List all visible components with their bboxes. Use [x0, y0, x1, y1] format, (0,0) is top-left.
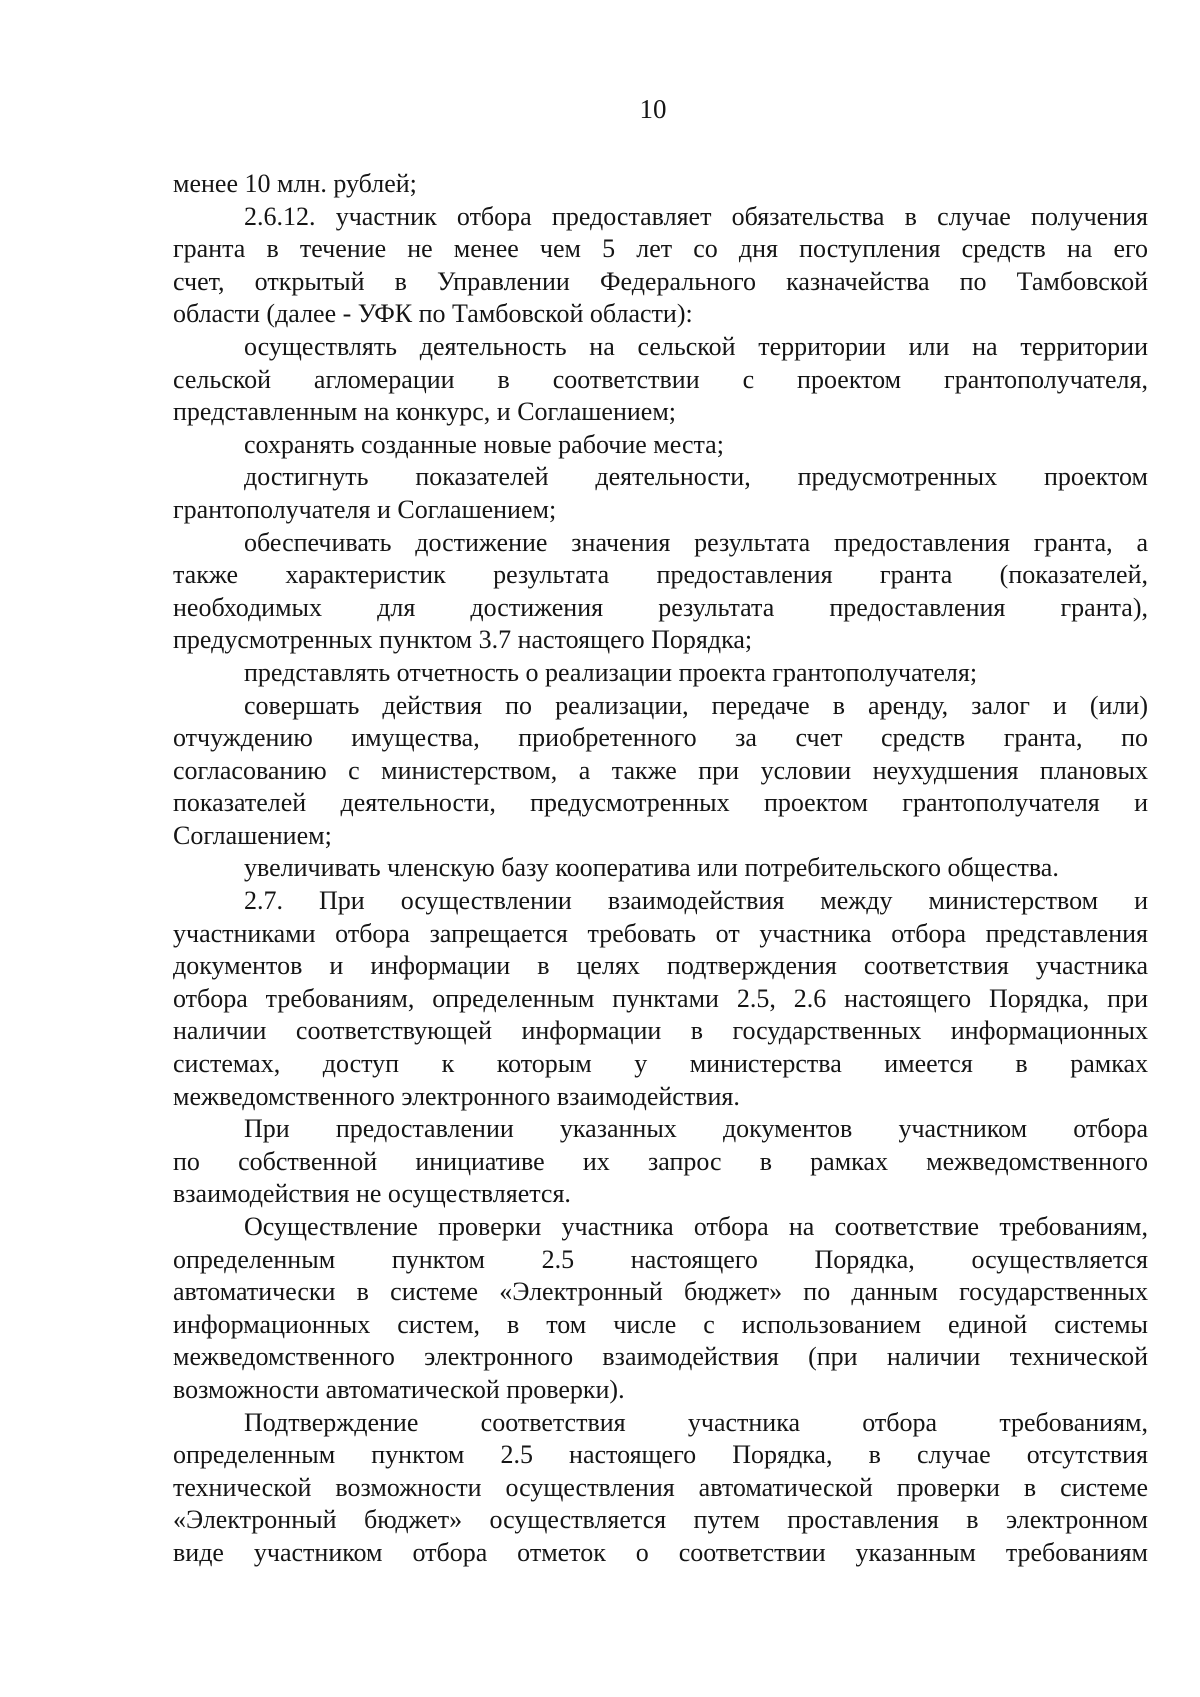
text-line: участниками отбора запрещается требовать от участника отбора представления — [173, 918, 1148, 948]
text-line: определенным пунктом 2.5 настоящего Порядка, осуществляется — [173, 1244, 1148, 1274]
paragraph — [173, 168, 1148, 201]
text-line: совершать действия по реализации, передаче в аренду, залог и (или) — [244, 690, 1148, 720]
text-line: автоматически в системе «Электронный бюджет» по данным государственных — [173, 1277, 1148, 1307]
text-line: отбора требованиям, определенным пунктами 2.5, 2.6 настоящего Порядка, при — [173, 983, 1148, 1013]
paragraph — [173, 1113, 1148, 1211]
text-line: счет, открытый в Управлении Федерального казначейства по Тамбовской — [173, 266, 1148, 296]
paragraph — [173, 852, 1148, 885]
paragraph — [173, 657, 1148, 690]
text-line: увеличивать членскую базу кооператива или потребительского общества. — [244, 853, 1059, 883]
text-line: 2.6.12. участник отбора предоставляет обязательства в случае получения — [244, 201, 1148, 231]
paragraph — [173, 1211, 1148, 1407]
paragraph — [173, 429, 1148, 462]
text-line: по собственной инициативе их запрос в рамках межведомственного — [173, 1146, 1148, 1176]
paragraph — [173, 527, 1148, 657]
text-line: возможности автоматической проверки). — [173, 1374, 625, 1404]
text-line: отчуждению имущества, приобретенного за счет средств гранта, по — [173, 723, 1148, 753]
text-line: предусмотренных пунктом 3.7 настоящего Порядка; — [173, 625, 753, 655]
text-line: При предоставлении указанных документов участником отбора — [244, 1114, 1148, 1144]
text-line: Соглашением; — [173, 820, 332, 850]
text-line: технической возможности осуществления автоматической проверки в системе — [173, 1472, 1148, 1502]
text-line: документов и информации в целях подтверждения соответствия участника — [173, 951, 1148, 981]
text-line: сельской агломерации в соответствии с проектом грантополучателя, — [173, 364, 1148, 394]
text-line: менее 10 млн. рублей; — [173, 169, 417, 198]
text-line: наличии соответствующей информации в государственных информационных — [173, 1016, 1148, 1046]
paragraph — [173, 1407, 1148, 1570]
text-line: Осуществление проверки участника отбора на соответствие требованиям, — [244, 1212, 1148, 1241]
text-line: виде участником отбора отметок о соответствии указанным требованиям — [173, 1537, 1148, 1567]
text-line: согласованию с министерством, а также при условии неухудшения плановых — [173, 755, 1148, 785]
text-line: грантополучателя и Соглашением; — [173, 494, 557, 524]
text-line: достигнуть показателей деятельности, предусмотренных проектом — [244, 462, 1148, 492]
text-line: сохранять созданные новые рабочие места; — [244, 429, 724, 459]
text-line: определенным пунктом 2.5 настоящего Порядка, в случае отсутствия — [173, 1440, 1148, 1470]
paragraph — [173, 331, 1148, 429]
text-line: гранта в течение не менее чем 5 лет со дня поступления средств на его — [173, 234, 1148, 264]
text-line: Подтверждение соответствия участника отбора требованиям, — [244, 1407, 1148, 1437]
text-line: взаимодействия не осуществляется. — [173, 1179, 571, 1209]
text-line: 2.7. При осуществлении взаимодействия между министерством и — [244, 886, 1148, 916]
text-line: показателей деятельности, предусмотренных проектом грантополучателя и — [173, 788, 1148, 818]
text-line: осуществлять деятельность на сельской территории или на территории — [244, 331, 1148, 361]
document-body — [173, 168, 1148, 1570]
paragraph — [173, 690, 1148, 853]
text-line: необходимых для достижения результата предоставления гранта), — [173, 592, 1148, 622]
text-line: информационных систем, в том числе с использованием единой системы — [173, 1309, 1148, 1339]
paragraph — [173, 201, 1148, 331]
text-line: межведомственного электронного взаимодействия (при наличии технической — [173, 1342, 1148, 1372]
text-line: области (далее - УФК по Тамбовской области): — [173, 299, 693, 329]
page-number: 10 — [639, 94, 667, 124]
text-line: представленным на конкурс, и Соглашением; — [173, 397, 677, 427]
text-line: представлять отчетность о реализации проекта грантополучателя; — [244, 657, 978, 687]
text-line: системах, доступ к которым у министерства имеется в рамках — [173, 1049, 1148, 1079]
text-line: обеспечивать достижение значения результата предоставления гранта, а — [244, 527, 1148, 557]
text-line: межведомственного электронного взаимодействия. — [173, 1081, 740, 1111]
paragraph — [173, 885, 1148, 1113]
text-line: «Электронный бюджет» осуществляется путем проставления в электронном — [173, 1505, 1148, 1535]
text-line: также характеристик результата предоставления гранта (показателей, — [173, 560, 1148, 590]
paragraph — [173, 461, 1148, 526]
